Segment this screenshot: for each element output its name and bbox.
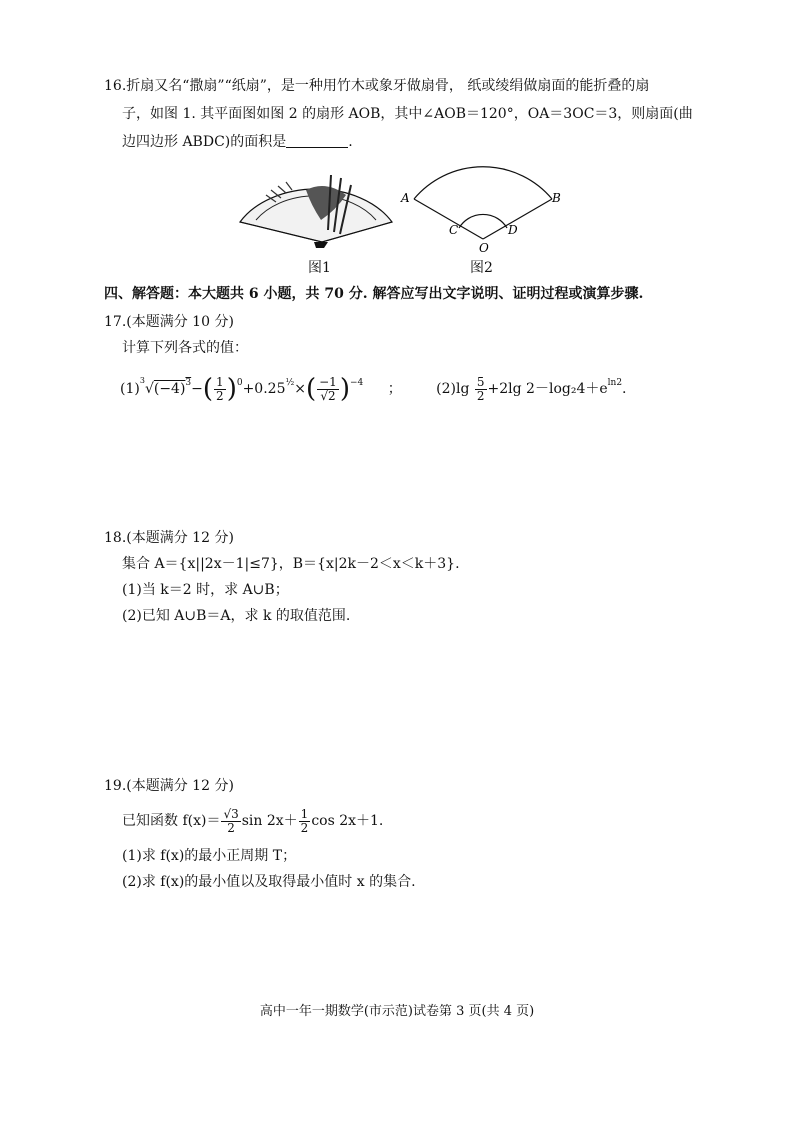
fig1-caption: 图1 <box>308 260 331 276</box>
q17-part2-rest: +2lg 2－log₂4＋e <box>487 381 608 397</box>
q16-line3-text: 边四边形 ABDC)的面积是 <box>122 134 287 150</box>
label-O: O <box>479 241 489 255</box>
q19-func-mid: sin 2x＋ <box>241 813 298 829</box>
q16-line3 <box>122 132 353 152</box>
q17-parts: $(1)^3√(-4)^3-$( $\frac{1}{2}$ )$^0+0.25^{\frac{1}{2}}\times$( $\frac{-1}{√2}$ )$^{-4}$ ； (2)lg $\frac{5}{2}$ +2lg $2-\log_24+e^{ln2}$. <box>120 374 627 404</box>
fan-figure-1 <box>236 160 396 248</box>
q16-line3-end: . <box>348 134 353 150</box>
q19-line3: (2)求 f(x)的最小值以及取得最小值时 x 的集合. <box>122 874 416 890</box>
q18-line2: (1)当 k＝2 时，求 A∪B； <box>122 582 289 598</box>
label-D: D <box>508 223 518 237</box>
q19-line2: (1)求 f(x)的最小正周期 T； <box>122 848 297 864</box>
q18-line3: (2)已知 A∪B＝A，求 k 的取值范围. <box>122 608 351 624</box>
q18-line1: 集合 A＝{x||2x－1|≤7}，B＝{x|2k－2＜x＜k＋3}. <box>122 556 460 572</box>
page-footer: 高中一年一期数学(市示范)试卷第 3 页(共 4 页) <box>259 1004 535 1019</box>
q17-part2-exp: ln2 <box>607 378 623 388</box>
q19-line1: 已知函数 f(x)＝ $\frac{√3}{2}$ sin 2x＋ $\frac{1}{2}$ cos 2x＋1. <box>122 806 384 835</box>
q17-prompt: 计算下列各式的值： <box>122 340 248 356</box>
q19-title: 19.(本题满分 12 分) <box>104 778 234 794</box>
q16-line1: 16.折扇又名“撒扇”“纸扇”，是一种用竹木或象牙做扇骨， 纸或绫绢做扇面的能折叠的扇 <box>104 78 650 94</box>
q16-line2: 子，如图 1. 其平面图如图 2 的扇形 AOB，其中∠AOB＝120°，OA＝3OC＝3，则扇面(曲 <box>122 106 693 122</box>
q17-part2: (2)lg <box>436 381 470 397</box>
q17-separator: ； <box>387 381 402 397</box>
sector-figure-2 <box>398 156 570 256</box>
label-A: A <box>401 191 410 205</box>
q19-func-end: cos 2x＋1. <box>311 813 384 829</box>
label-B: B <box>552 191 561 205</box>
q17-title: 17.(本题满分 10 分) <box>104 314 234 330</box>
q19-func-def: 已知函数 f(x)＝ <box>122 813 221 829</box>
section-4-header: 四、解答题：本大题共 6 小题，共 70 分. 解答应写出文字说明、证明过程或演算步骤. <box>104 286 644 302</box>
label-C: C <box>449 223 459 237</box>
q18-title: 18.(本题满分 12 分) <box>104 530 234 546</box>
answer-blank[interactable] <box>286 133 348 148</box>
q17-part2-end: . <box>622 381 627 397</box>
q17-part1-label: (1) <box>120 381 140 397</box>
fig2-caption: 图2 <box>470 260 493 276</box>
